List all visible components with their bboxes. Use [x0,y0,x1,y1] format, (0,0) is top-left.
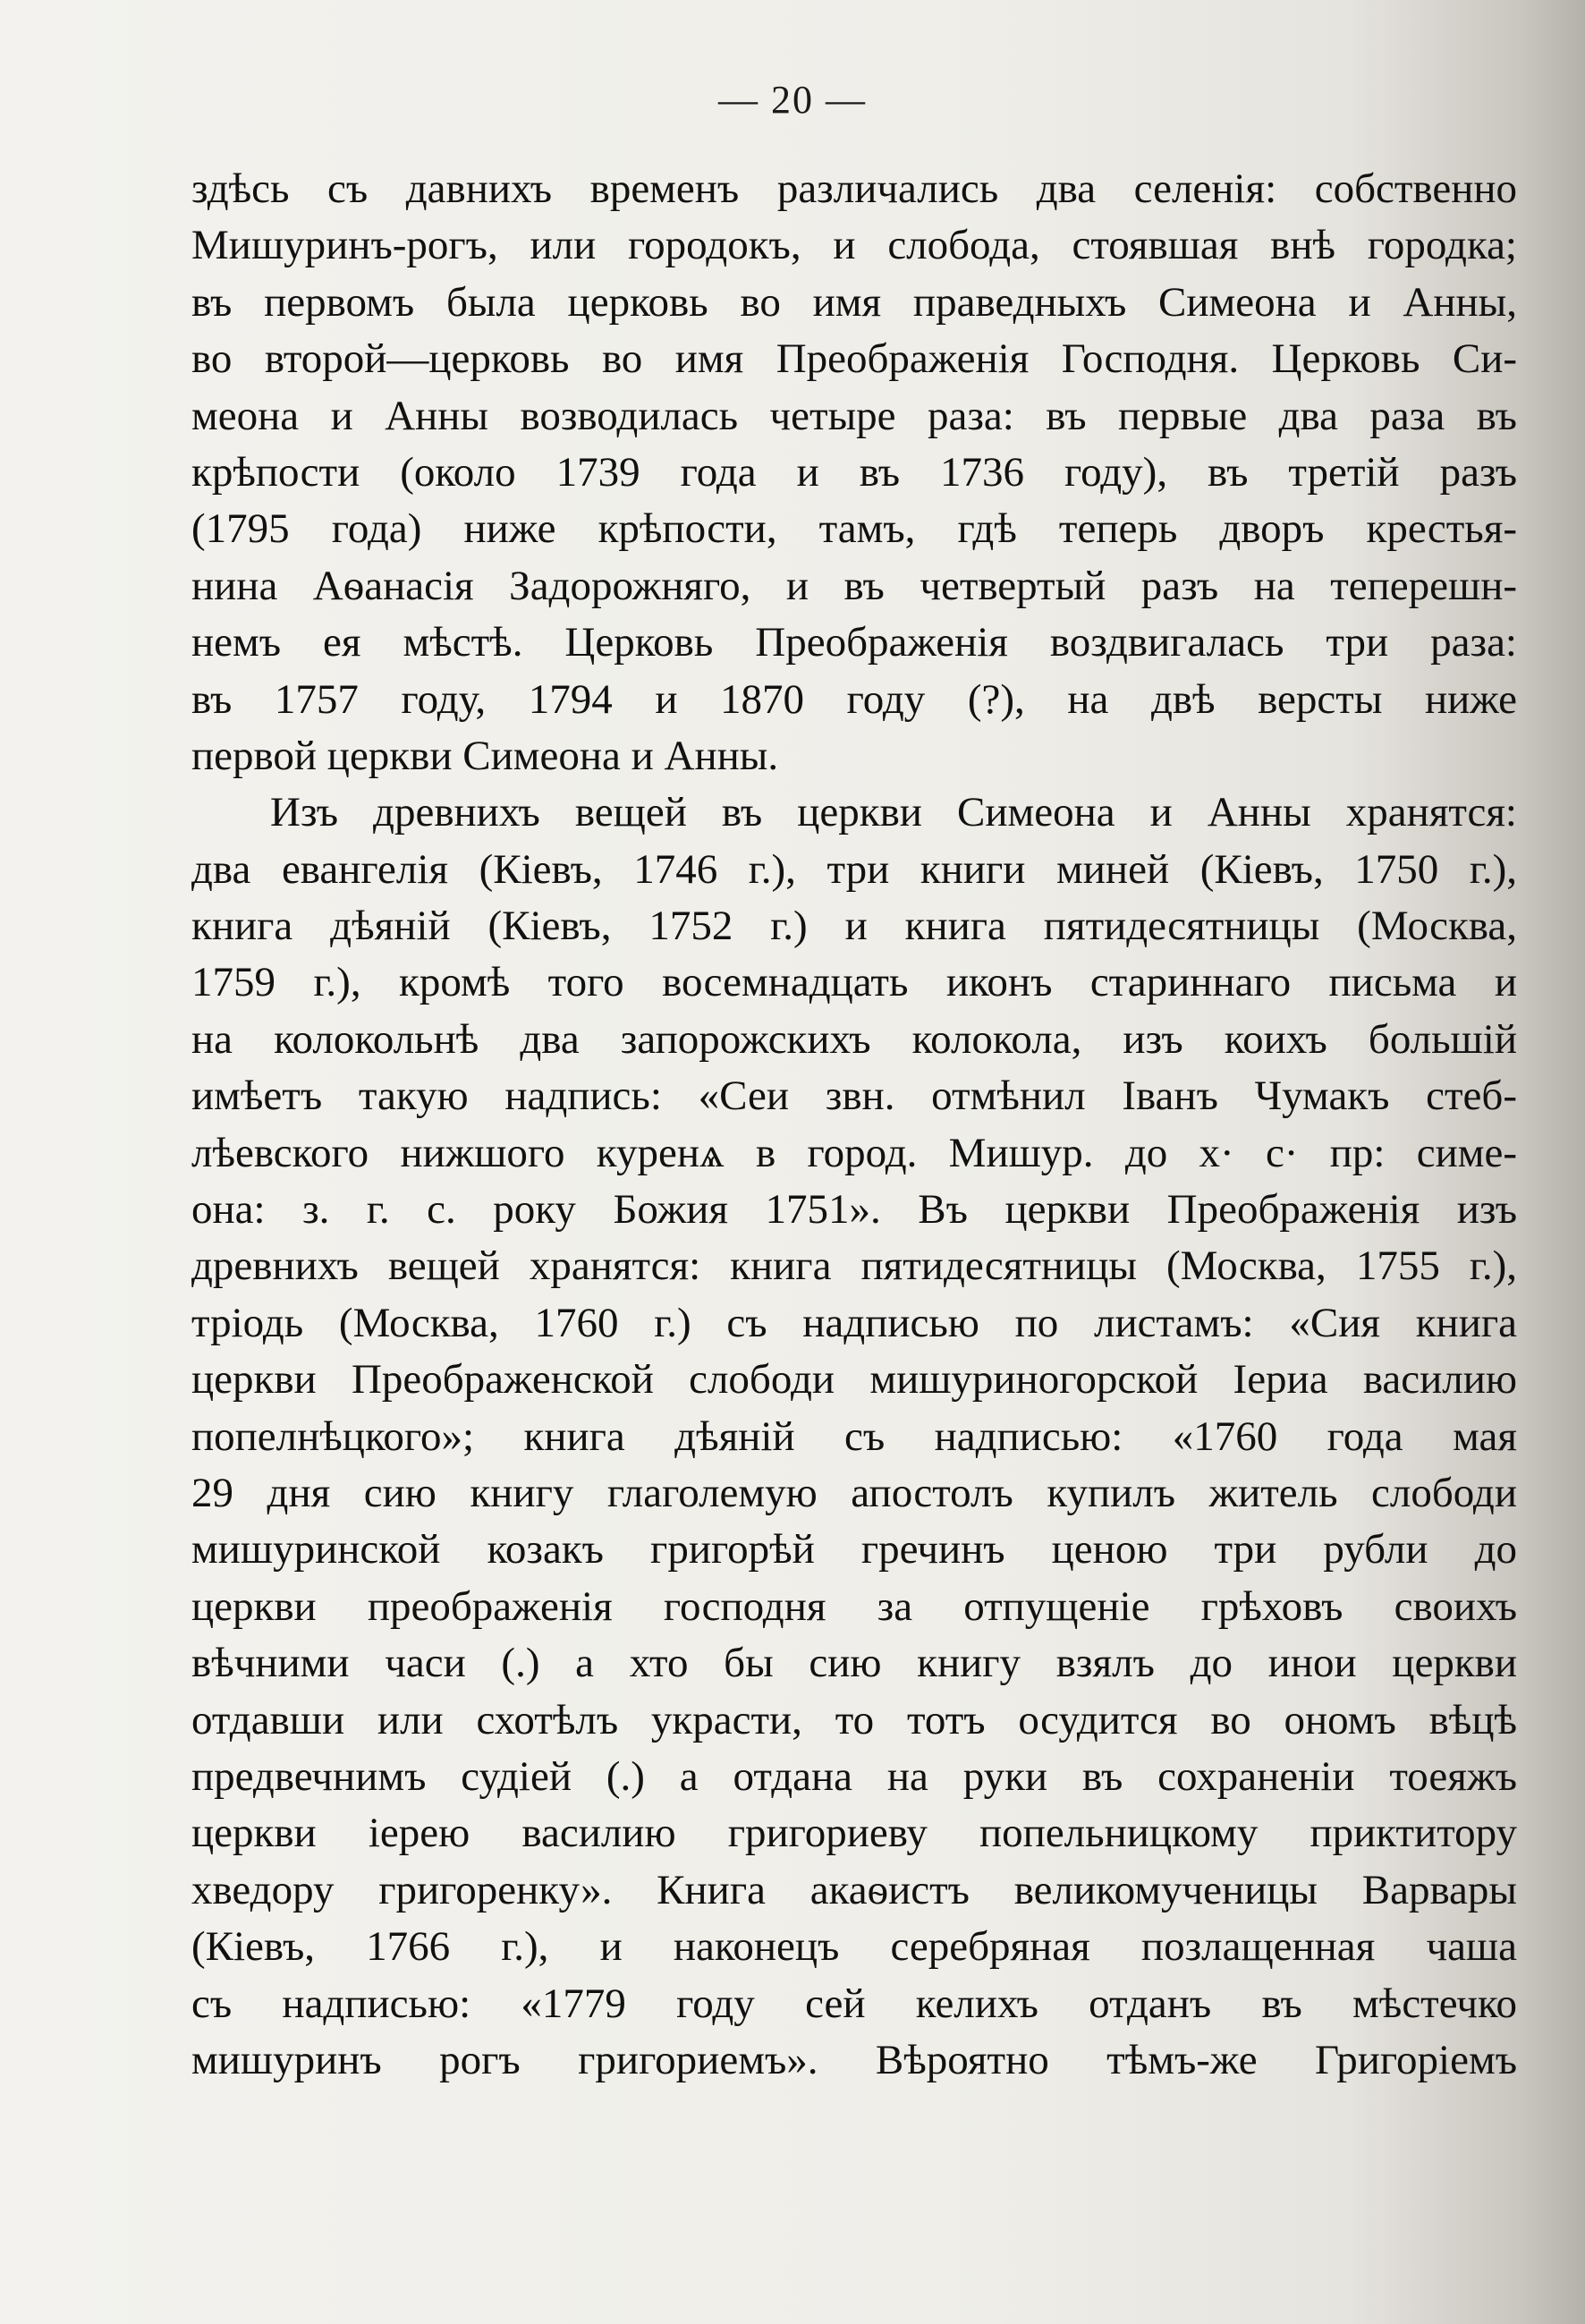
text-line: лѣевского нижшого куренѧ в город. Мишур. до х· с· пр: симе- [191,1129,1517,1176]
body-text [191,161,1517,2089]
text-line: попелнѣцкого»; книга дѣяній съ надписью: «1760 года мая [191,1412,1517,1460]
text-line: здѣсь съ давнихъ временъ различались два селенія: собственно [191,165,1517,212]
text-line: Мишуринъ-рогъ, или городокъ, и слобода, стоявшая внѣ городка; [191,222,1517,269]
text-line: хведору григоренку». Книга акаѳистъ великомученицы Варвары [191,1866,1517,1913]
text-line: предвечнимъ судіей (.) а отдана на руки въ сохраненіи тоеяжъ [191,1752,1517,1800]
text-line: съ надписью: «1779 году сей келихъ отданъ въ мѣстечко [191,1980,1517,2027]
text-line: церкви преображенія господня за отпущеніе грѣховъ своихъ [191,1582,1517,1630]
text-line: мишуринъ рогъ григориемъ». Вѣроятно тѣмъ-же Григоріемъ [191,2036,1517,2083]
text-line: вѣчними часи (.) а хто бы сию книгу взялъ до инои церкви [191,1640,1517,1687]
paragraph-start-line: Изъ древнихъ вещей въ церкви Симеона и Анны хранятся: [270,789,1517,836]
text-line: (Кіевъ, 1766 г.), и наконецъ серебряная позлащенная чаша [191,1923,1517,1971]
text-line: въ первомъ была церковь во имя праведныхъ Симеона и Анны, [191,278,1517,326]
page-number: — 20 — [718,78,867,122]
text-line: на колокольнѣ два запорожскихъ колокола, изъ коихъ большій [191,1015,1517,1063]
text-line: древнихъ вещей хранятся: книга пятидесятницы (Москва, 1755 г.), [191,1243,1517,1290]
text-line: тріодь (Москва, 1760 г.) съ надписью по листамъ: «Сия книга [191,1299,1517,1346]
text-line: крѣпости (около 1739 года и въ 1736 году), въ третій разъ [191,448,1517,496]
text-line: (1795 года) ниже крѣпости, тамъ, гдѣ теперь дворъ крестья- [191,505,1517,553]
text-line: имѣетъ такую надпись: «Сеи звн. отмѣнил Іванъ Чумакъ стеб- [191,1073,1517,1120]
text-line: отдавши или схотѣлъ украсти, то тотъ осудится во ономъ вѣцѣ [191,1696,1517,1743]
text-line: меона и Анны возводилась четыре раза: въ первые два раза въ [191,392,1517,439]
paragraph-end-line: первой церкви Симеона и Анны. [191,732,779,779]
text-line: нина Аѳанасія Задорожняго, и въ четвертый разъ на теперешн- [191,562,1517,609]
text-line: 29 дня сию книгу глаголемую апостолъ купилъ житель слободи [191,1469,1517,1516]
text-line: мишуринской козакъ григорѣй гречинъ ценою три рубли до [191,1526,1517,1573]
text-line: немъ ея мѣстѣ. Церковь Преображенія воздвигалась три раза: [191,619,1517,666]
text-line: 1759 г.), кромѣ того восемнадцать иконъ стариннаго письма и [191,959,1517,1006]
text-line: церкви іерею василию григориеву попельницкому приктитору [191,1810,1517,1857]
text-line: церкви Преображенской слободи мишуриногорской Іериа василию [191,1356,1517,1404]
text-line: она: з. г. с. року Божия 1751». Въ церкви Преображенія изъ [191,1186,1517,1234]
text-line: во второй—церковь во имя Преображенія Господня. Церковь Си- [191,335,1517,383]
text-line: въ 1757 году, 1794 и 1870 году (?), на двѣ версты ниже [191,675,1517,723]
text-line: два евангелія (Кіевъ, 1746 г.), три книги миней (Кіевъ, 1750 г.), [191,845,1517,893]
text-line: книга дѣяній (Кіевъ, 1752 г.) и книга пятидесятницы (Москва, [191,903,1517,950]
